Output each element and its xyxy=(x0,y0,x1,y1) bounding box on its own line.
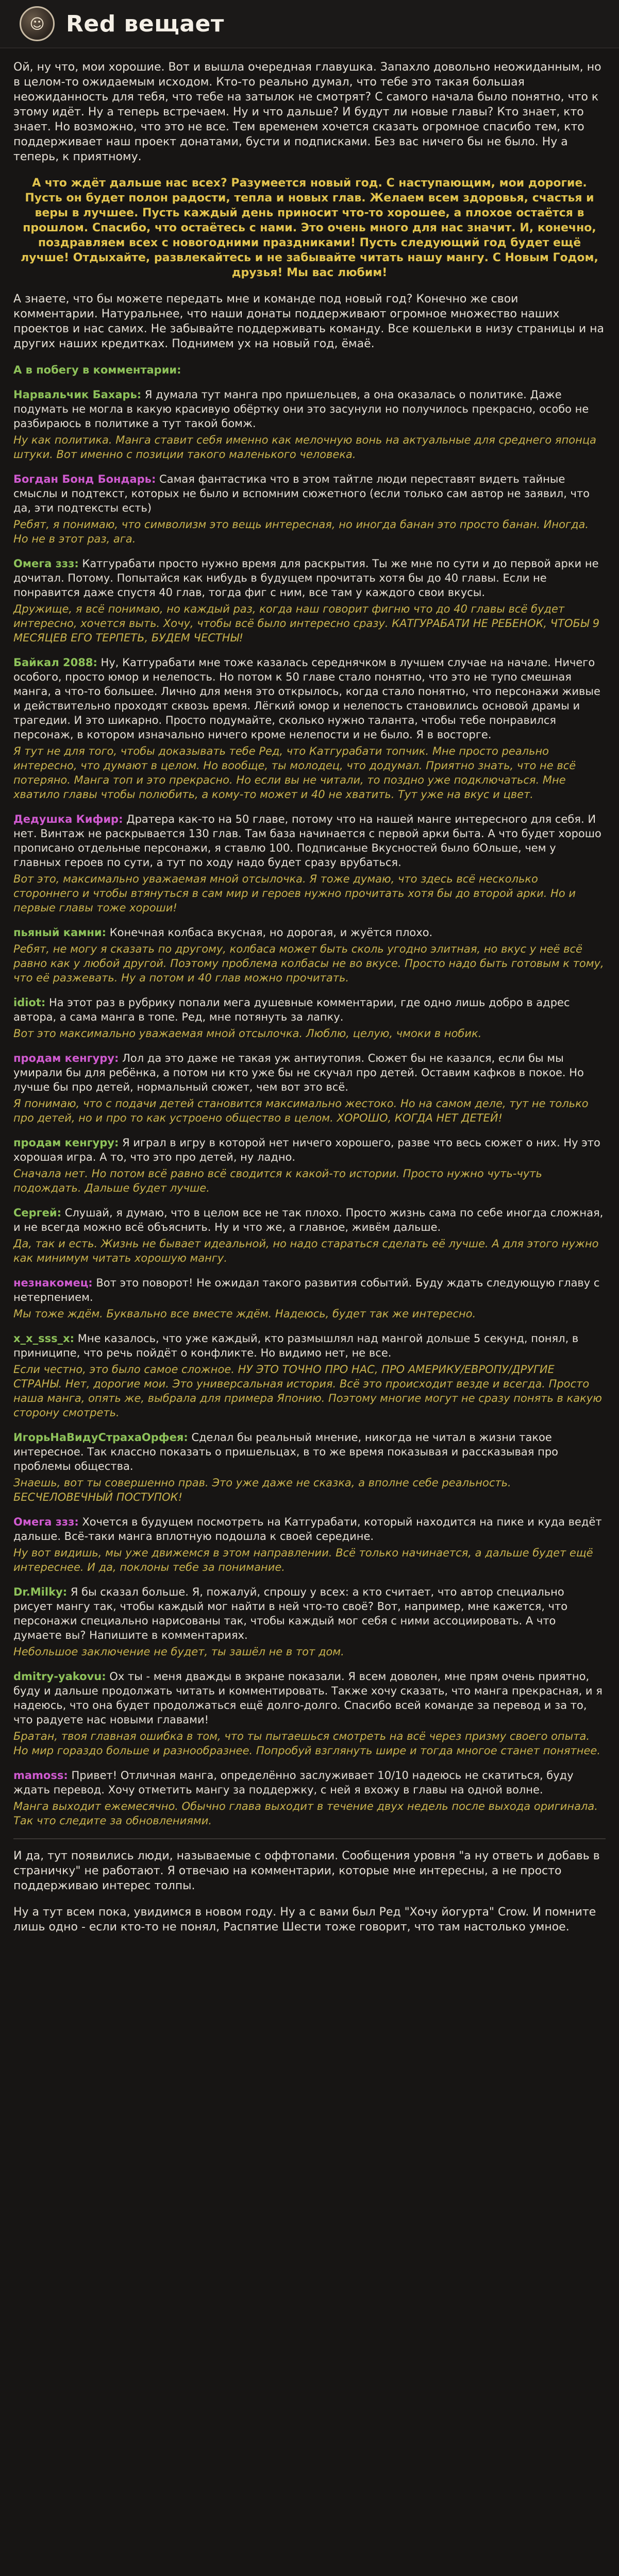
author-reply: Вот это максимально уважаемая мной отсылочка. Люблю, целую, чмоки в нобик. xyxy=(13,1027,482,1040)
comment-text: На этот раз в рубрику попали мега душевные комментарии, где одно лишь добро в адрес автора, а сама манга в топе. Ред, мне потянуть за лапку. xyxy=(13,996,570,1023)
outro-paragraph: Ну а тут всем пока, увидимся в новом году. Ну а с вами был Ред "Хочу йогурта" Crow. И помните лишь одно - если кто-то не понял, Распятие Шести тоже говорит, что там настолько умное. xyxy=(13,1906,596,1934)
comment-item xyxy=(13,556,606,645)
author-reply: Ребят, не могу я сказать по другому, колбаса может быть сколь угодно элитная, но вкус у неё всё равно как у любой другой. Поэтому проблема колбасы не во вкусе. Просто надо быть готовым к тому, что её разжевать. Ну а потом и 40 глав можно прочитать. xyxy=(13,943,604,984)
comment-item xyxy=(13,1136,606,1195)
comment-text: Ох ты - меня дважды в экране показали. Я всем доволен, мне прям очень приятно, буду и дальше продолжать читать и комментировать. Также хочу сказать, что манга прекрасная, и я надеюсь, что она будет продолжаться ещё долго-долго. Спасибо всей команде за перевод и за то, что радуете нас новыми главами! xyxy=(13,1670,603,1726)
comment-author[interactable]: Нарвальчик Бахарь: xyxy=(13,388,142,401)
comment-item xyxy=(13,1276,606,1321)
comments-list xyxy=(13,363,606,1828)
author-reply: Мы тоже ждём. Буквально все вместе ждём. Надеюсь, будет так же интересно. xyxy=(13,1308,476,1320)
post-content xyxy=(0,48,619,1935)
comment-item xyxy=(13,925,606,985)
author-reply: Ну вот видишь, мы уже движемся в этом направлении. Всё только начинается, а дальше будет ещё интереснее. И да, поклоны тебе за понимание. xyxy=(13,1547,593,1573)
author-avatar[interactable]: ☺ xyxy=(20,6,55,41)
comment-item xyxy=(13,363,606,377)
comment-text: Конечная колбаса вкусная, но дорогая, и жуётся плохо. xyxy=(109,926,433,939)
author-reply: Я понимаю, что с подачи детей становится максимально жестоко. Но на самом деле, тут не только про детей, но и про то как устроено общество в целом. ХОРОШО, КОГДА НЕТ ДЕТЕЙ! xyxy=(13,1097,589,1124)
comment-text: Лол да это даже не такая уж антиутопия. Сюжет бы не казался, если бы мы умирали бы для ребёнка, а потом ни кто уже бы не скучал про детей. Оставим кафков в покое. Но лучше бы про детей, нормальный сюжет, чем вот это всё. xyxy=(13,1052,584,1093)
comment-author[interactable]: Омега ззз: xyxy=(13,1516,79,1528)
author-reply: Ребят, я понимаю, что символизм это вещь интересная, но иногда банан это просто банан. Иногда. Но не в этот раз, ага. xyxy=(13,518,589,545)
comment-author[interactable]: idiot: xyxy=(13,996,46,1009)
comment-item xyxy=(13,995,606,1041)
divider xyxy=(13,1838,606,1839)
author-reply: Я тут не для того, чтобы доказывать тебе Ред, что Катгурабати топчик. Мне просто реально интересно, что думают в целом. Но вообще, ты молодец, что додумал. Приятно знать, что не всё потеряно. Манга топ и это прекрасно. Но если вы не читали, то поздно уже подключаться. Мне хватило главы чтобы полюбить, а кому-то может и 40 не хватить. Тут уже на вкус и цвет. xyxy=(13,745,576,801)
post-title: Red вещает xyxy=(66,10,224,37)
comment-text: Слушай, я думаю, что в целом все не так плохо. Просто жизнь сама по себе иногда сложная, и не всегда можно всё объяснить. Ну и что же, а главное, живём дальше. xyxy=(13,1207,604,1233)
comment-author[interactable]: dmitry-yakovu: xyxy=(13,1670,106,1683)
author-reply: Небольшое заключение не будет, ты зашёл не в тот дом. xyxy=(13,1646,344,1658)
comment-item xyxy=(13,387,606,462)
comment-author[interactable]: Байкал 2088: xyxy=(13,656,97,669)
outro-paragraph: И да, тут появились люди, называемые с оффтопами. Сообщения уровня "а ну ответь и добавь в страничку" не работают. Я отвечаю на комментарии, которые мне интересны, а не просто поддерживаю интерес толпы. xyxy=(13,1850,600,1892)
comment-author[interactable]: x_x_sss_x: xyxy=(13,1332,75,1345)
comment-item xyxy=(13,655,606,802)
comment-author[interactable]: Дедушка Кифир: xyxy=(13,813,123,825)
comment-author[interactable]: Богдан Бонд Бондарь: xyxy=(13,473,156,485)
intro-paragraph: Ой, ну что, мои хорошие. Вот и вышла очередная главушка. Запахло довольно неожиданным, но в целом-то ожидаемым исходом. Кто-то реально думал, что тебе это такая большая неожиданность для тебя, что тебе на затылок не смотрят? С самого начала было понятно, что к этому идёт. Ну а теперь встречаем. Ну и что дальше? И будут ли новые главы? Кто знает, кто знает. Но возможно, что это не все. Тем временем хочется сказать огромное спасибо тем, кто поддерживает наш проект донатами, бусти и подписками. Без вас ничего бы не было. Ну а теперь, к приятному. xyxy=(13,61,601,163)
author-reply: Сначала нет. Но потом всё равно всё сводится к какой-то истории. Просто нужно чуть-чуть подождать. Дальше будет лучше. xyxy=(13,1167,542,1194)
comment-text: Вот это поворот! Не ожидал такого развития событий. Буду ждать следующую главу с нетерпением. xyxy=(13,1277,600,1303)
comment-item xyxy=(13,472,606,546)
comment-item xyxy=(13,1669,606,1758)
comment-item xyxy=(13,1515,606,1574)
comment-item xyxy=(13,812,606,915)
author-reply: Ну как политика. Манга ставит себя именно как мелочную вонь на актуальные для среднего японца штуки. Вот именно с позиции такого маленького человека. xyxy=(13,434,597,461)
comment-text: Ну, Катгурабати мне тоже казалась середнячком в лучшем случае на начале. Ничего особого, просто юмор и нелепость. Но потом к 50 главе стало понятно, что это не тупо смешная манга, а что-то большее. Лично для меня это открылось, когда стало понятно, что персонажи живые и действительно проходят сквозь время. Лёгкий юмор и нелепость становились основой драмы и трагедии. И это шикарно. Просто подумайте, сколько нужно таланта, чтобы тебе понравился персонаж, в котором изначально ничего кроме нелепости и не было. Я в восторге. xyxy=(13,656,600,741)
comment-text: Мне казалось, что уже каждый, кто размышлял над мангой дольше 5 секунд, понял, в приниципе, что речь пойдёт о конфликте. Но видимо нет, не все. xyxy=(13,1332,579,1359)
author-reply: Вот это, максимально уважаемая мной отсылочка. Я тоже думаю, что здесь всё несколько стороннего и чтобы втянуться в сам мир и героев нужно прочитать хотя бы до второй арки. Но и первые главы тоже хороши! xyxy=(13,873,576,914)
comment-text: Дратера как-то на 50 главе, потому что на нашей манге интересного для себя. И нет. Винтаж не раскрывается 130 глав. Там база начинается с первой арки быта. А что будет хорошо прописано отдельные персонажи, я ставлю 100. Подписаные Вкусностей было бОльше, чем у главных героев по сути, а тут по ходу надо будет сразу врубаться. xyxy=(13,813,601,869)
comment-text: Я бы сказал больше. Я, пожалуй, спрошу у всех: а кто считает, что автор специально рисует мангу так, чтобы каждый мог найти в ней что-то своё? Вот, например, мне кажется, что персонажи специально нарисованы так, чтобы каждый мог себя с ними ассоциировать. А что думаете вы? Напишите в комментариях. xyxy=(13,1586,568,1641)
highlight-paragraph: А что ждёт дальше нас всех? Разумеется новый год. С наступающим, мои дорогие. Пусть он будет полон радости, тепла и новых глав. Желаем всем здоровья, счастья и веры в лучшее. Пусть каждый день приносит что-то хорошее, а плохое остаётся в прошлом. Спасибо, что остаётесь с нами. Это очень много для нас значит. И, конечно, поздравляем всех с новогодними праздниками! Пусть следующий год будет ещё лучше! Отдыхайте, развлекайтесь и не забывайте читать нашу мангу. С Новым Годом, друзья! Мы вас любим! xyxy=(21,177,598,279)
author-reply: Знаешь, вот ты совершенно прав. Это уже даже не сказка, а вполне себе реальность. БЕСЧЕЛОВЕЧНЫЙ ПОСТУПОК! xyxy=(13,1477,511,1503)
comment-author[interactable]: Омега ззз: xyxy=(13,557,79,570)
comment-author[interactable]: пьяный камни: xyxy=(13,926,107,939)
comment-author[interactable]: продам кенгуру: xyxy=(13,1137,119,1149)
comment-text: Я думала тут манга про пришельцев, а она оказалась о политике. Даже подумать не могла в какую красивую обёртку они это засунули но получилось прекрасно, особо не разбираюсь в политике а тут такой бомж. xyxy=(13,388,589,430)
author-reply: Да, так и есть. Жизнь не бывает идеальной, но надо стараться сделать её лучше. А для этого нужно как минимум читать хорошую мангу. xyxy=(13,1238,599,1264)
comment-author[interactable]: А в побегу в комментарии: xyxy=(13,364,181,376)
comment-item xyxy=(13,1206,606,1265)
comment-text: Катгурабати просто нужно время для раскрытия. Ты же мне по сути и до первой арки не дочитал. Потому. Попытайся как нибудь в будущем прочитать хотя бы до 40 главы. Если не понравится даже спустя 40 глав, тогда фиг с ним, все там у каждого свои вкусы. xyxy=(13,557,599,599)
comment-author[interactable]: mamoss: xyxy=(13,1769,68,1782)
author-reply: Братан, твоя главная ошибка в том, что ты пытаешься смотреть на всё через призму своего опыта. Но мир гораздо больше и разнообразнее. Попробуй взглянуть шире и тогда многое станет понятнее. xyxy=(13,1730,600,1757)
comment-item xyxy=(13,1585,606,1659)
comment-author[interactable]: Сергей: xyxy=(13,1207,62,1219)
comment-item xyxy=(13,1331,606,1420)
comment-text: Сделал бы реальный мнение, никогда не читал в жизни такое интересное. Так классно показать о пришельцах, в то же время показывая и рассказывая про проблемы общества. xyxy=(13,1431,559,1472)
comment-item xyxy=(13,1768,606,1828)
comment-item xyxy=(13,1430,606,1504)
comment-author[interactable]: продам кенгуру: xyxy=(13,1052,119,1064)
comment-text: Я играл в игру в которой нет ничего хорошего, разве что весь сюжет о них. Ну это хорошая игра. А то, что это про детей, ну ладно. xyxy=(13,1137,600,1163)
post-header xyxy=(0,0,619,48)
comment-item xyxy=(13,1051,606,1125)
comment-text: Самая фантастика что в этом тайтле люди переставят видеть тайные смыслы и подтекст, которых не было и вспомним сюжетного (если только сам автор не заявил, что да, эти подтексты есть) xyxy=(13,473,590,514)
intro-paragraph: А знаете, что бы можете передать мне и команде под новый год? Конечно же свои комментарии. Натуральнее, что наши донаты поддерживают огромное множество наших проектов и нас самих. Не забывайте поддерживать команду. Все кошельки в низу страницы и на других наших кредитках. Поднимем ух на новый год, ёмаё. xyxy=(13,293,605,350)
comment-text: Привет! Отличная манга, определённо заслуживает 10/10 надеюсь не скатиться, буду ждать перевод. Хочу отметить мангу за поддержку, с ней я вхожу в главы на одной волне. xyxy=(13,1769,574,1796)
comment-author[interactable]: незнакомец: xyxy=(13,1277,93,1289)
comment-author[interactable]: ИгорьНаВидуСтрахаОрфея: xyxy=(13,1431,188,1444)
comment-author[interactable]: Dr.Milky: xyxy=(13,1586,68,1598)
author-reply: Манга выходит ежемесячно. Обычно глава выходит в течение двух недель после выхода оригинала. Так что следите за обновлениями. xyxy=(13,1800,598,1827)
author-reply: Если честно, это было самое сложное. НУ ЭТО ТОЧНО ПРО НАС, ПРО АМЕРИКУ/ЕВРОПУ/ДРУГИЕ СТРАНЫ. Нет, дорогие мои. Это универсальная история. Всё это происходит везде и всегда. Просто наша манга, опять же, выбрала для примера Японию. Поэтому многие могут не сразу понять в какую сторону смотреть. xyxy=(13,1363,602,1419)
author-reply: Дружище, я всё понимаю, но каждый раз, когда наш говорит фигню что до 40 главы всё будет интересно, хочется выть. Хочу, чтобы всё было интересно сразу. КАТГУРАБАТИ НЕ РЕБЕНОК, ЧТОБЫ 9 МЕСЯЦЕВ ЕГО ТЕРПЕТЬ, БУДЕМ ЧЕСТНЫ! xyxy=(13,603,600,644)
comment-text: Хочется в будущем посмотреть на Катгурабати, который находится на пике и куда ведёт дальше. Всё-таки манга вплотную подошла к своей середине. xyxy=(13,1516,602,1543)
